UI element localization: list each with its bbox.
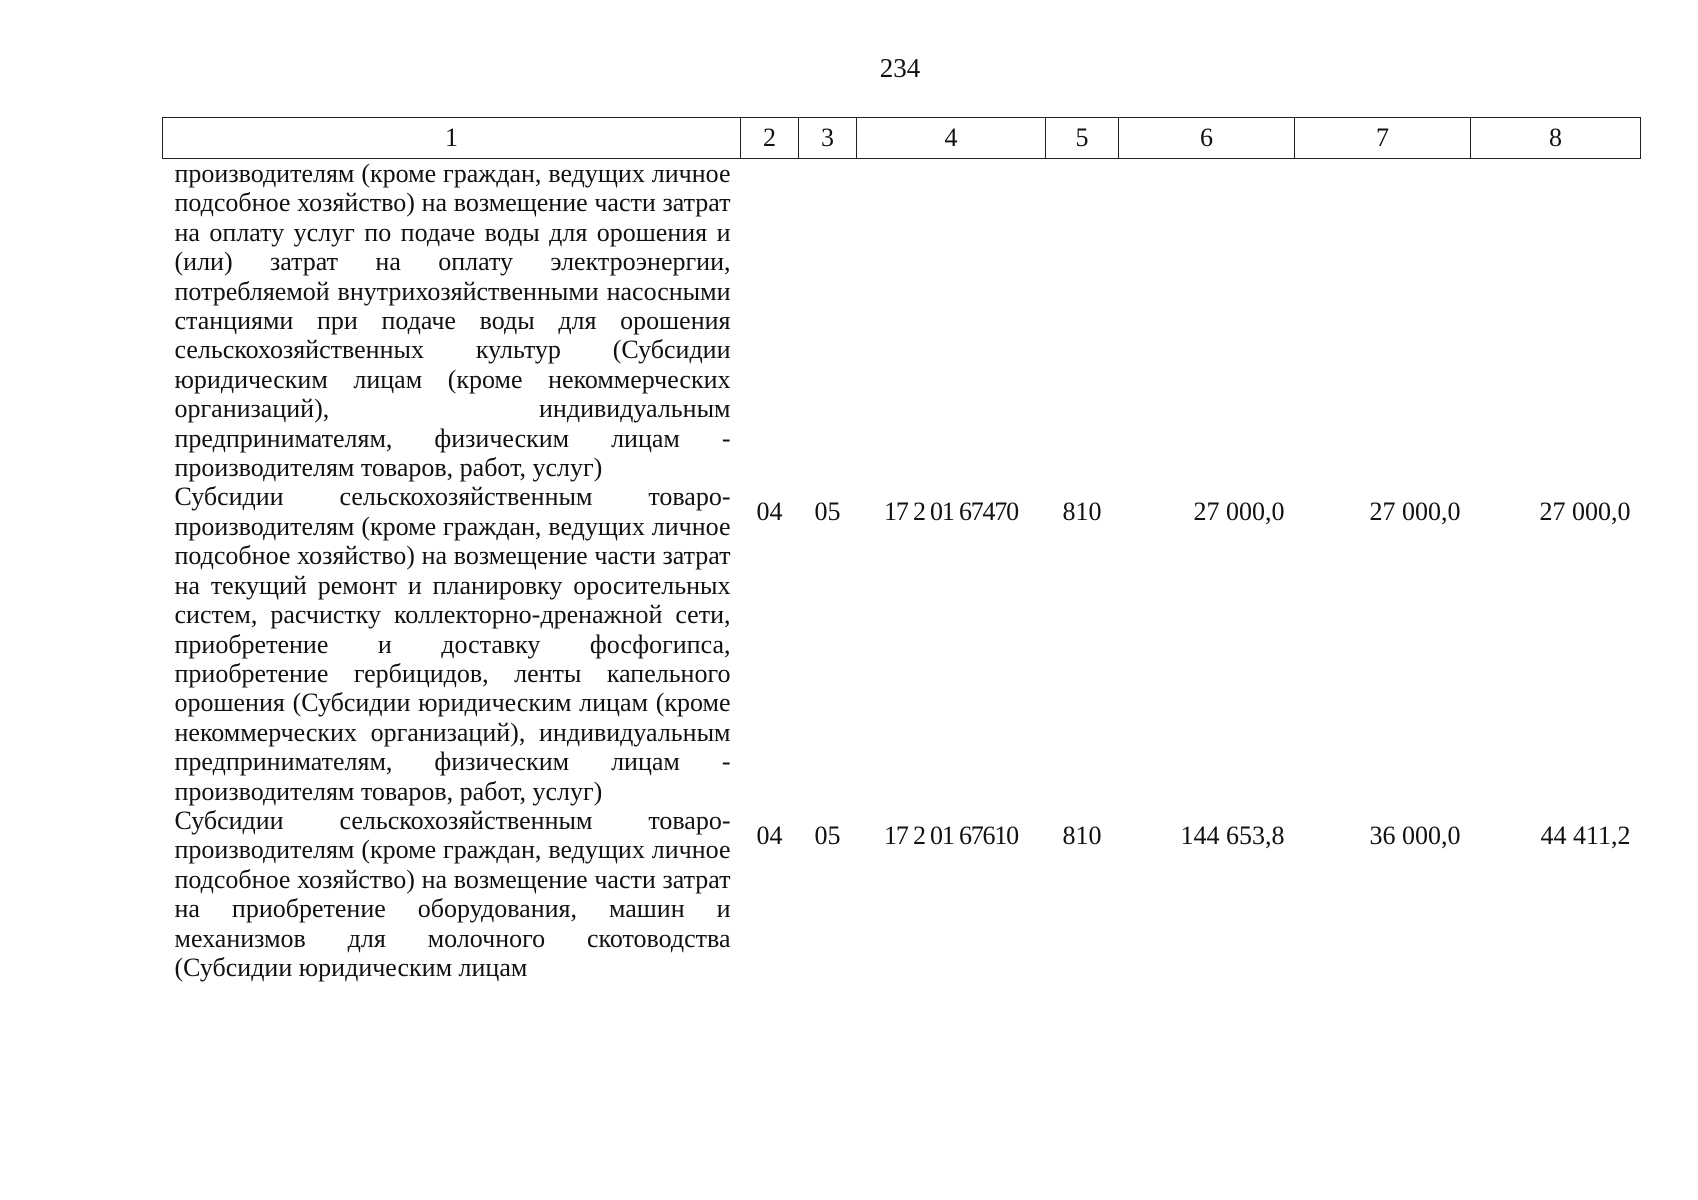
- row-amount-2: 27 000,0: [1369, 497, 1461, 527]
- page-number: 234: [879, 53, 921, 83]
- column-header-2: 2: [741, 118, 799, 159]
- row-subsection: 05: [814, 497, 841, 527]
- row-expense-type: 810: [1062, 820, 1102, 850]
- row-target-code: [857, 159, 1046, 483]
- column-header-7: 7: [1295, 118, 1471, 159]
- table-row: [163, 159, 1641, 483]
- row-amount-2: 36 000,0: [1369, 820, 1461, 850]
- column-header-1: 1: [163, 118, 741, 159]
- row-amount-3: 27 000,0: [1539, 497, 1631, 527]
- row-section: 04: [756, 497, 783, 527]
- row-description: производителям (кроме граждан, ведущих личное подсобное хозяйство) на возмещение части затрат на оплату услуг по подаче воды для орошения и (или) затрат на оплату электроэнергии, потребляемой внутрихозяйственными насосными станциями при подаче воды для орошения сельскохозяйственных культур (Субсидии юридическим лицам (кроме некоммерческих организаций), индивидуальным предпринимателям, физическим лицам - производителям товаров, работ, услуг): [174, 159, 731, 483]
- table-row: [163, 806, 1641, 982]
- row-target-code: 17 2 01 67610: [884, 820, 1018, 850]
- row-target-code: 17 2 01 67470: [884, 497, 1018, 527]
- column-header-5: 5: [1046, 118, 1119, 159]
- row-subsection: [799, 159, 857, 483]
- row-amount-1: 144 653,8: [1180, 820, 1285, 850]
- budget-table: [162, 117, 1641, 982]
- row-amount-1: 27 000,0: [1193, 497, 1285, 527]
- column-header-8: 8: [1471, 118, 1641, 159]
- row-expense-type: [1046, 159, 1119, 483]
- column-header-3: 3: [799, 118, 857, 159]
- column-header-4: 4: [857, 118, 1046, 159]
- row-section: 04: [756, 820, 783, 850]
- table-header-row: [163, 118, 1641, 159]
- row-amount-3: [1471, 159, 1641, 483]
- row-description: Субсидии сельскохозяйственным товаропроизводителям (кроме граждан, ведущих личное подсобное хозяйство) на возмещение части затрат на приобретение оборудования, машин и механизмов для молочного скотоводства (Субсидии юридическим лицам: [174, 805, 731, 982]
- row-subsection: 05: [814, 820, 841, 850]
- row-amount-2: [1295, 159, 1471, 483]
- row-description: Субсидии сельскохозяйственным товаропроизводителям (кроме граждан, ведущих личное подсобное хозяйство) на возмещение части затрат на текущий ремонт и планировку оросительных систем, расчистку коллекторно-дренажной сети, приобретение и доставку фосфогипса, приобретение гербицидов, ленты капельного орошения (Субсидии юридическим лицам (кроме некоммерческих организаций), индивидуальным предпринимателям, физическим лицам - производителям товаров, работ, услуг): [174, 482, 731, 806]
- row-section: [741, 159, 799, 483]
- column-header-6: 6: [1119, 118, 1295, 159]
- table-row: [163, 482, 1641, 805]
- row-amount-1: [1119, 159, 1295, 483]
- row-amount-3: 44 411,2: [1540, 820, 1631, 850]
- row-expense-type: 810: [1062, 497, 1102, 527]
